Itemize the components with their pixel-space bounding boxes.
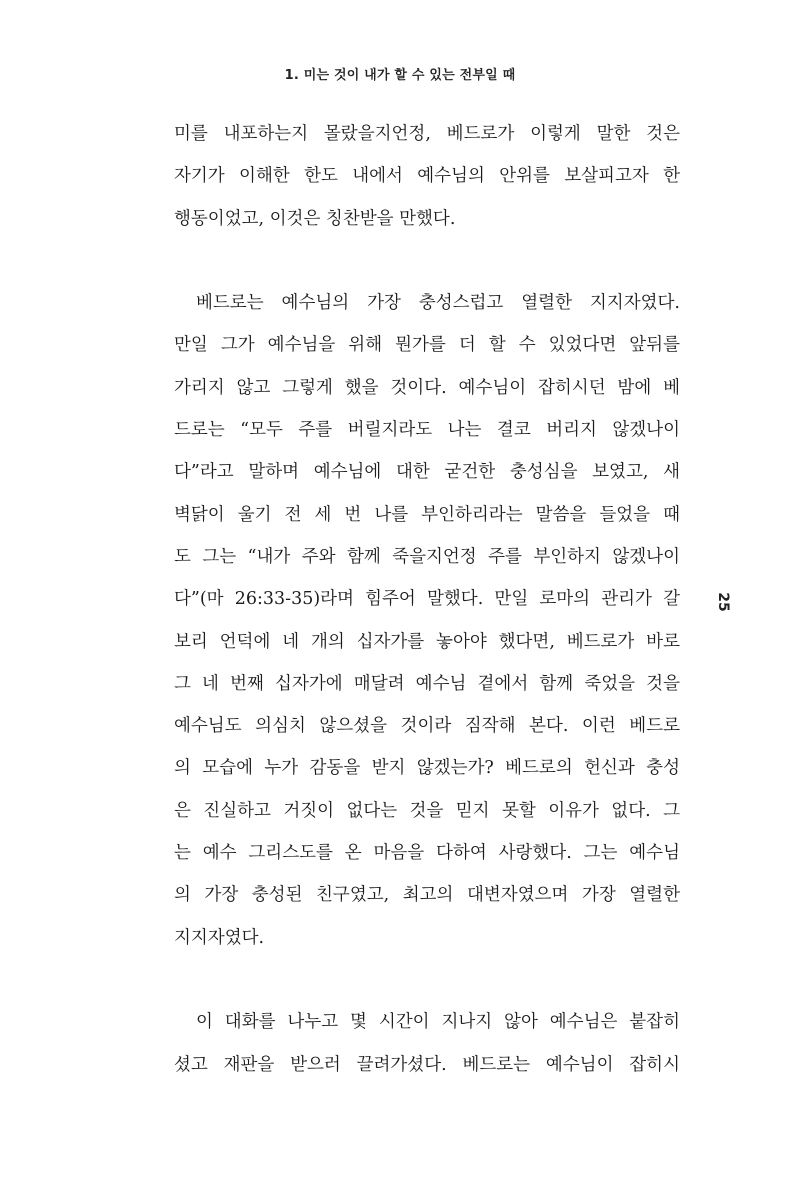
text-line: 자기가 이해한 한도 내에서 예수님의 안위를 보살피고자 한 [174, 166, 680, 187]
paragraph-1 [174, 113, 680, 240]
text-line: 예수님도 의심치 않으셨을 것이라 짐작해 본다. 이런 베드로 [174, 716, 680, 737]
page-number: 25 [715, 592, 731, 612]
chapter-title: 1. 미는 것이 내가 할 수 있는 전부일 때 [284, 68, 516, 83]
text-line: 는 예수 그리스도를 온 마음을 다하여 사랑했다. 그는 예수님 [174, 843, 680, 864]
text-line: 의 가장 충성된 친구였고, 최고의 대변자였으며 가장 열렬한 [174, 885, 680, 906]
text-line: 다”라고 말하며 예수님에 대한 굳건한 충성심을 보였고, 새 [174, 462, 680, 483]
text-line: 미를 내포하는지 몰랐을지언정, 베드로가 이렇게 말한 것은 [174, 124, 680, 144]
text-line: 보리 언덕에 네 개의 십자가를 놓아야 했다면, 베드로가 바로 [174, 631, 680, 652]
text-line: 베드로는 예수님의 가장 충성스럽고 열렬한 지지자였다. [196, 293, 680, 314]
text-line: 그 네 번째 십자가에 매달려 예수님 곁에서 함께 죽었을 것을 [174, 673, 680, 694]
text-line: 다”(마 26:33-35)라며 힘주어 말했다. 만일 로마의 관리가 갈 [174, 589, 680, 610]
paragraph-3 [174, 1001, 680, 1086]
text-line: 행동이었고, 이것은 칭찬받을 만했다. [174, 208, 456, 229]
paragraph-gap [174, 959, 680, 1001]
text-line: 가리지 않고 그렇게 했을 것이다. 예수님이 잡히시던 밤에 베 [174, 377, 680, 398]
text-line: 이 대화를 나누고 몇 시간이 지나지 않아 예수님은 붙잡히 [196, 1012, 680, 1033]
paragraph-2 [174, 282, 680, 959]
text-line: 벽닭이 울기 전 세 번 나를 부인하리라는 말씀을 들었을 때 [174, 504, 680, 525]
paragraph-gap [174, 240, 680, 282]
text-line: 의 모습에 누가 감동을 받지 않겠는가? 베드로의 헌신과 충성 [174, 758, 680, 779]
text-line: 만일 그가 예수님을 위해 뭔가를 더 할 수 있었다면 앞뒤를 [174, 335, 680, 356]
text-line: 도 그는 “내가 주와 함께 죽을지언정 주를 부인하지 않겠나이 [174, 546, 680, 567]
text-line: 은 진실하고 거짓이 없다는 것을 믿지 못할 이유가 없다. 그 [174, 800, 680, 821]
body-text [174, 113, 680, 1086]
text-line: 지지자였다. [174, 927, 265, 948]
text-line: 셨고 재판을 받으러 끌려가셨다. 베드로는 예수님이 잡히시 [174, 1054, 680, 1075]
running-header [0, 64, 800, 83]
text-line: 드로는 “모두 주를 버릴지라도 나는 결코 버리지 않겠나이 [174, 420, 680, 441]
